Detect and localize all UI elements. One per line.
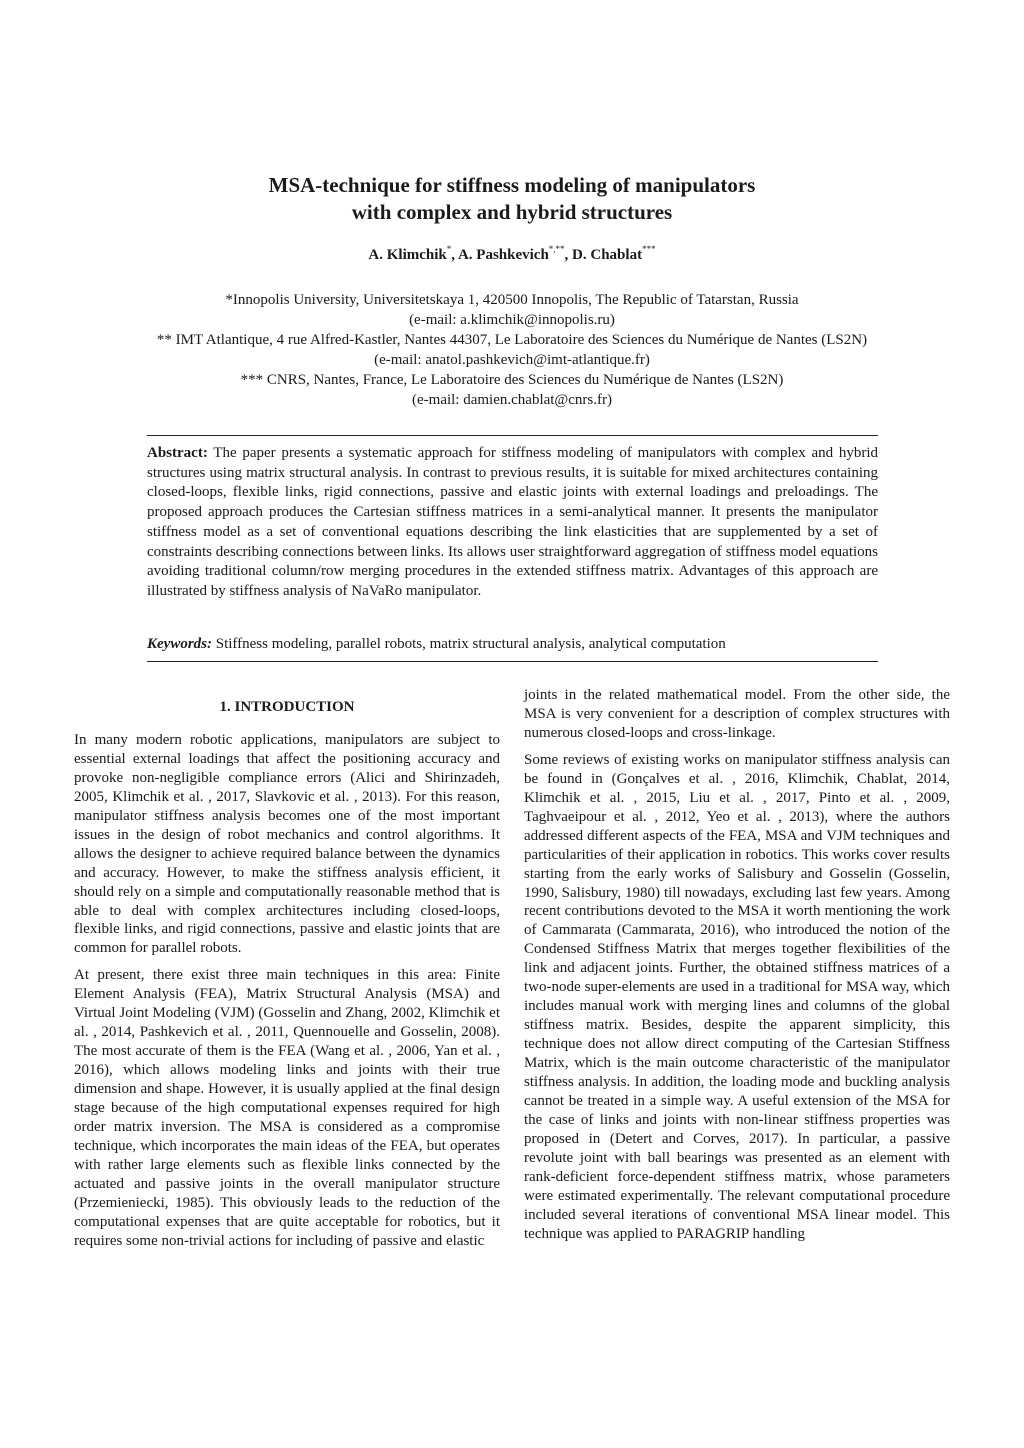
body-paragraph: At present, there exist three main techniques in this area: Finite Element Analysis (FEA), Matrix Structural Analysis (MSA) and Virtual Joint Modeling (VJM) (Gosselin and Zhang, 2002, Klimchik et al. , 2014, Pashkevich et al. , 2011, Quennouelle and Gosselin, 2008). The most accurate of them is the FEA (Wang et al. , 2006, Yan et al. , 2016), which allows modeling links and joints with their true dimension and shape. However, it is usually applied at the final design stage because of the high computational expenses required for high order matrix inversion. The MSA is considered as a compromise technique, which incorporates the main ideas of the FEA, but operates with rather large elements such as flexible links connected by the actuated and passive joints in the overall manipulator structure (Przemieniecki, 1985). This obviously leads to the reduction of the computational expenses that are quite acceptable for robotics, but it requires some non-trivial actions for including of passive and elastic [74, 967, 500, 1249]
affiliations [0, 290, 1024, 410]
section-heading: 1. INTRODUCTION [219, 699, 355, 715]
author-affiliation-mark: *** [642, 244, 656, 254]
author-separator: , [451, 247, 458, 263]
affiliation-line: *** CNRS, Nantes, France, Le Laboratoire des Sciences du Numérique de Nantes (LS2N) [240, 372, 784, 388]
right-column [524, 686, 950, 1252]
affiliation-line: ** IMT Atlantique, 4 rue Alfred-Kastler, Nantes 44307, Le Laboratoire des Sciences du Numérique de Nantes (LS2N) [156, 332, 868, 348]
author-list [0, 245, 1024, 265]
keywords [147, 634, 878, 654]
left-column [74, 686, 500, 1259]
paper-title [0, 172, 1024, 226]
affiliation-email: (e-mail: damien.chablat@cnrs.fr) [412, 392, 612, 408]
author-name: A. Klimchik [368, 247, 447, 263]
author-separator: , [564, 247, 573, 263]
affiliation-email: (e-mail: anatol.pashkevich@imt-atlantique.fr) [374, 352, 650, 368]
abstract-bottom-rule [147, 661, 878, 662]
keywords-text: Stiffness modeling, parallel robots, matrix structural analysis, analytical computation [212, 636, 726, 652]
affiliation-email: (e-mail: a.klimchik@innopolis.ru) [409, 312, 615, 328]
body-paragraph: In many modern robotic applications, manipulators are subject to essential external loadings that affect the positioning accuracy and provoke non-negligible compliance errors (Alici and Shirinzadeh, 2005, Klimchik et al. , 2017, Slavkovic et al. , 2013). For this reason, manipulator stiffness analysis becomes one of the most important issues in the design of robot mechanics and control algorithms. It allows the designer to achieve required balance between the dynamics and accuracy. However, to make the stiffness analysis efficient, it should rely on a simple and computationally reasonable method that is able to deal with complex architectures including closed-loops, flexible links, and rigid connections, passive and elastic joints that are common for parallel robots. [74, 731, 500, 957]
author-name: D. Chablat [572, 247, 643, 263]
keywords-label: Keywords: [147, 636, 212, 652]
title-line-2: with complex and hybrid structures [351, 200, 673, 224]
author-affiliation-mark: *,** [548, 244, 565, 254]
body-paragraph: Some reviews of existing works on manipulator stiffness analysis can be found in (Gonçalves et al. , 2016, Klimchik, Chablat, 2014, Klimchik et al. , 2015, Liu et al. , 2017, Pinto et al. , 2009, Taghvaeipour et al. , 2012, Yeo et al. , 2013), where the authors addressed different aspects of the FEA, MSA and VJM techniques and particularities of their application in robotics. This works cover results starting from the early works of Salisbury and Gosselin (Gosselin, 1990, Salisbury, 1980) till nowadays, excluding last few years. Among recent contributions devoted to the MSA it worth mentioning the work of Cammarata (Cammarata, 2016), who introduced the notion of the Condensed Stiffness Matrix that merges together flexibilities of the link and adjacent joints. Further, the obtained stiffness matrices of a two-node super-elements are used in a traditional for MSA way, which includes manual work with merging lines and columns of the global stiffness matrix. Besides, despite the apparent simplicity, this technique does not allow direct computing of the Cartesian Stiffness Matrix, which is the main outcome characteristic of the manipulator stiffness analysis. In addition, the loading mode and buckling analysis cannot be treated in a simple way. A useful extension of the MSA for the case of links and joints with non-linear stiffness properties was proposed in (Detert and Corves, 2017). In particular, a passive revolute joint with ball bearings was presented as an element with rank-deficient force-dependent stiffness matrix, whose parameters were estimated experimentally. The relevant computational procedure included several iterations of conventional MSA linear model. This technique was applied to PARAGRIP handling [524, 751, 950, 1242]
author-affiliation-mark: * [446, 244, 452, 254]
abstract-label: Abstract: [147, 445, 208, 461]
affiliation-line: *Innopolis University, Universitetskaya 1, 420500 Innopolis, The Republic of Tatarstan, Russia [225, 292, 799, 308]
title-line-1: MSA-technique for stiffness modeling of manipulators [268, 173, 756, 197]
abstract-top-rule [147, 435, 878, 436]
author-name: A. Pashkevich [457, 247, 549, 263]
abstract-text: The paper presents a systematic approach for stiffness modeling of manipulators with complex and hybrid structures using matrix structural analysis. In contrast to previous results, it is suitable for mixed architectures containing closed-loops, flexible links, rigid connections, passive and elastic joints with external loadings and preloadings. The proposed approach produces the Cartesian stiffness matrices in a semi-analytical manner. It presents the manipulator stiffness model as a set of conventional equations describing the link elasticities that are supplemented by a set of constraints describing connections between links. Its allows user straightforward aggregation of stiffness model equations avoiding traditional column/row merging procedures in the extended stiffness matrix. Advantages of this approach are illustrated by stiffness analysis of NaVaRo manipulator. [147, 445, 878, 599]
abstract [147, 444, 878, 602]
body-paragraph: joints in the related mathematical model. From the other side, the MSA is very convenient for a description of complex structures with numerous closed-loops and cross-linkage. [524, 687, 950, 741]
